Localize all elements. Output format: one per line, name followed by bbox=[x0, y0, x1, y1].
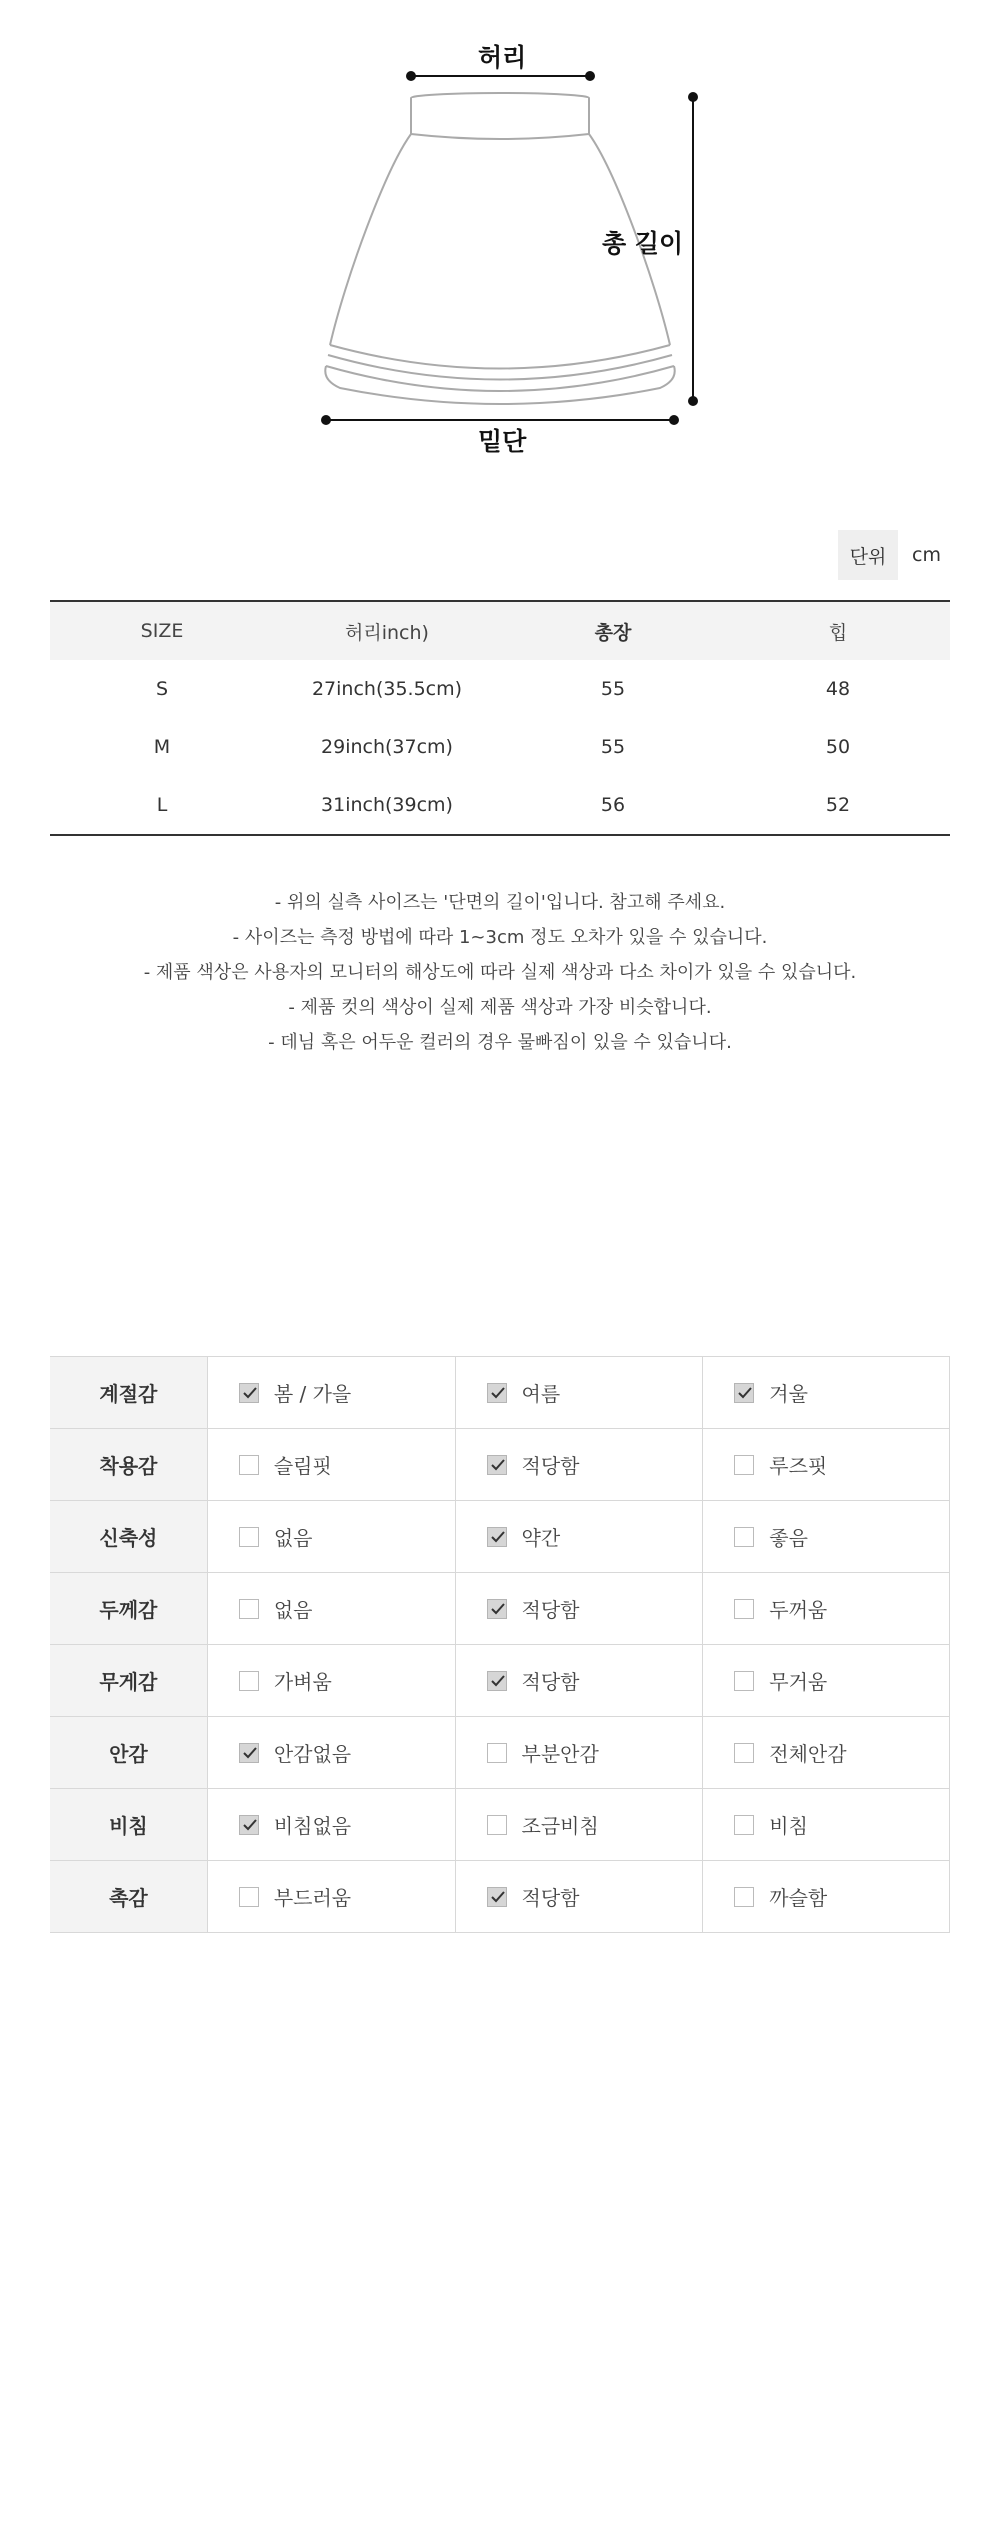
size-table-header bbox=[50, 602, 950, 660]
unchecked-checkbox-icon bbox=[239, 1671, 259, 1691]
hem-dimension-end bbox=[669, 415, 679, 425]
feature-option bbox=[455, 1501, 703, 1572]
unit-label: 단위 bbox=[838, 530, 898, 580]
feature-option bbox=[455, 1789, 703, 1860]
feature-option bbox=[207, 1861, 455, 1932]
feature-row bbox=[50, 1717, 949, 1789]
length-dimension-start bbox=[688, 92, 698, 102]
checked-checkbox-icon bbox=[487, 1455, 507, 1475]
hip-cell: 50 bbox=[825, 736, 851, 758]
feature-option bbox=[702, 1429, 949, 1500]
option-label: 적당함 bbox=[521, 1454, 580, 1478]
checked-checkbox-icon bbox=[239, 1815, 259, 1835]
header-total-length: 총장 bbox=[594, 621, 632, 644]
feature-option bbox=[207, 1429, 455, 1500]
unchecked-checkbox-icon bbox=[734, 1815, 754, 1835]
feature-option bbox=[455, 1645, 703, 1716]
feature-row bbox=[50, 1573, 949, 1645]
hem-label: 밑단 bbox=[478, 427, 527, 456]
feature-row bbox=[50, 1861, 949, 1933]
length-dimension-end bbox=[688, 396, 698, 406]
option-label: 좋음 bbox=[769, 1526, 808, 1550]
hip-cell: 48 bbox=[825, 678, 851, 700]
feature-option bbox=[455, 1861, 703, 1932]
unchecked-checkbox-icon bbox=[734, 1743, 754, 1763]
feature-label: 비침 bbox=[50, 1789, 207, 1860]
size-cell: S bbox=[155, 678, 169, 700]
feature-option bbox=[455, 1717, 703, 1788]
unit-indicator bbox=[838, 530, 941, 580]
feature-option bbox=[207, 1501, 455, 1572]
note-line: - 제품 컷의 색상이 실제 제품 색상과 가장 비슷합니다. bbox=[288, 997, 712, 1018]
product-feature-table bbox=[50, 1356, 950, 1933]
checked-checkbox-icon bbox=[239, 1743, 259, 1763]
feature-label: 착용감 bbox=[50, 1429, 207, 1500]
hem-bottom bbox=[325, 366, 674, 404]
option-label: 약간 bbox=[521, 1526, 561, 1550]
note-line: - 제품 색상은 사용자의 모니터의 해상도에 따라 실제 색상과 다소 차이가 있을 수 있습니다. bbox=[143, 962, 857, 983]
checked-checkbox-icon bbox=[487, 1383, 507, 1403]
waist-cell: 27inch(35.5cm) bbox=[311, 678, 463, 700]
option-label: 전체안감 bbox=[769, 1742, 847, 1766]
feature-label: 안감 bbox=[50, 1717, 207, 1788]
feature-row bbox=[50, 1357, 949, 1429]
feature-option bbox=[455, 1573, 703, 1644]
waist-label: 허리 bbox=[478, 43, 527, 72]
unchecked-checkbox-icon bbox=[734, 1527, 754, 1547]
hem-line-2 bbox=[328, 355, 672, 380]
length-cell: 56 bbox=[600, 794, 626, 816]
feature-option bbox=[207, 1357, 455, 1428]
unchecked-checkbox-icon bbox=[487, 1743, 507, 1763]
note-line: - 데님 혹은 어두운 컬러의 경우 물빠짐이 있을 수 있습니다. bbox=[268, 1032, 732, 1053]
waist-dimension-start bbox=[406, 71, 416, 81]
feature-row bbox=[50, 1501, 949, 1573]
feature-option bbox=[207, 1717, 455, 1788]
waist-cell: 29inch(37cm) bbox=[321, 736, 453, 758]
option-label: 비침없음 bbox=[273, 1814, 352, 1838]
size-cell: L bbox=[156, 794, 168, 816]
option-label: 없음 bbox=[273, 1598, 313, 1622]
feature-option bbox=[702, 1573, 949, 1644]
option-label: 안감없음 bbox=[273, 1742, 352, 1766]
unchecked-checkbox-icon bbox=[239, 1887, 259, 1907]
feature-option bbox=[702, 1789, 949, 1860]
checked-checkbox-icon bbox=[239, 1383, 259, 1403]
option-label: 비침 bbox=[769, 1814, 808, 1838]
option-label: 무거움 bbox=[769, 1670, 828, 1694]
unchecked-checkbox-icon bbox=[239, 1455, 259, 1475]
unchecked-checkbox-icon bbox=[239, 1527, 259, 1547]
option-label: 봄 / 가을 bbox=[273, 1382, 352, 1406]
checked-checkbox-icon bbox=[734, 1383, 754, 1403]
checked-checkbox-icon bbox=[487, 1527, 507, 1547]
header-hip: 힙 bbox=[828, 621, 848, 644]
length-cell: 55 bbox=[600, 736, 626, 758]
size-table bbox=[50, 600, 950, 836]
option-label: 두꺼움 bbox=[769, 1598, 828, 1622]
option-label: 적당함 bbox=[521, 1886, 580, 1910]
table-row bbox=[50, 718, 950, 776]
option-label: 조금비침 bbox=[521, 1814, 599, 1838]
option-label: 부드러움 bbox=[273, 1886, 352, 1910]
option-label: 부분안감 bbox=[521, 1742, 599, 1766]
feature-label: 신축성 bbox=[50, 1501, 207, 1572]
feature-row bbox=[50, 1429, 949, 1501]
feature-option bbox=[702, 1645, 949, 1716]
feature-option bbox=[702, 1501, 949, 1572]
note-line: - 사이즈는 측정 방법에 따라 1~3cm 정도 오차가 있을 수 있습니다. bbox=[232, 927, 768, 948]
header-waist: 허리inch) bbox=[345, 621, 429, 644]
option-label: 여름 bbox=[521, 1382, 561, 1406]
unchecked-checkbox-icon bbox=[734, 1887, 754, 1907]
length-cell: 55 bbox=[600, 678, 626, 700]
note-line: - 위의 실측 사이즈는 '단면의 길이'입니다. 참고해 주세요. bbox=[274, 892, 726, 913]
length-label: 총 길이 bbox=[602, 229, 684, 258]
option-label: 적당함 bbox=[521, 1670, 580, 1694]
feature-row bbox=[50, 1645, 949, 1717]
feature-option bbox=[702, 1357, 949, 1428]
option-label: 없음 bbox=[273, 1526, 313, 1550]
unchecked-checkbox-icon bbox=[239, 1599, 259, 1619]
unchecked-checkbox-icon bbox=[734, 1671, 754, 1691]
checked-checkbox-icon bbox=[487, 1671, 507, 1691]
feature-option bbox=[207, 1789, 455, 1860]
unchecked-checkbox-icon bbox=[734, 1599, 754, 1619]
table-row bbox=[50, 660, 950, 718]
option-label: 가벼움 bbox=[273, 1670, 332, 1694]
unchecked-checkbox-icon bbox=[487, 1815, 507, 1835]
hem-line-1 bbox=[330, 345, 670, 369]
header-size: SIZE bbox=[140, 620, 184, 642]
option-label: 겨울 bbox=[769, 1382, 808, 1406]
feature-option bbox=[207, 1645, 455, 1716]
option-label: 루즈핏 bbox=[769, 1454, 828, 1478]
size-cell: M bbox=[153, 736, 171, 758]
size-notes bbox=[0, 885, 1000, 1060]
feature-option bbox=[207, 1573, 455, 1644]
checked-checkbox-icon bbox=[487, 1887, 507, 1907]
feature-option bbox=[702, 1861, 949, 1932]
unit-value: cm bbox=[912, 544, 941, 566]
option-label: 까슬함 bbox=[769, 1886, 828, 1910]
feature-label: 두께감 bbox=[50, 1573, 207, 1644]
waistband bbox=[411, 98, 589, 139]
skirt-left-side bbox=[330, 134, 411, 345]
skirt-measurement-diagram bbox=[0, 0, 1000, 470]
feature-option bbox=[702, 1717, 949, 1788]
table-row bbox=[50, 776, 950, 834]
feature-option bbox=[455, 1357, 703, 1428]
waist-cell: 31inch(39cm) bbox=[321, 794, 453, 816]
option-label: 슬림핏 bbox=[273, 1454, 332, 1478]
feature-label: 계절감 bbox=[50, 1357, 207, 1428]
feature-label: 촉감 bbox=[50, 1861, 207, 1932]
waist-dimension-end bbox=[585, 71, 595, 81]
feature-label: 무게감 bbox=[50, 1645, 207, 1716]
hip-cell: 52 bbox=[825, 794, 851, 816]
hem-dimension-start bbox=[321, 415, 331, 425]
unchecked-checkbox-icon bbox=[734, 1455, 754, 1475]
feature-row bbox=[50, 1789, 949, 1861]
checked-checkbox-icon bbox=[487, 1599, 507, 1619]
feature-option bbox=[455, 1429, 703, 1500]
option-label: 적당함 bbox=[521, 1598, 580, 1622]
